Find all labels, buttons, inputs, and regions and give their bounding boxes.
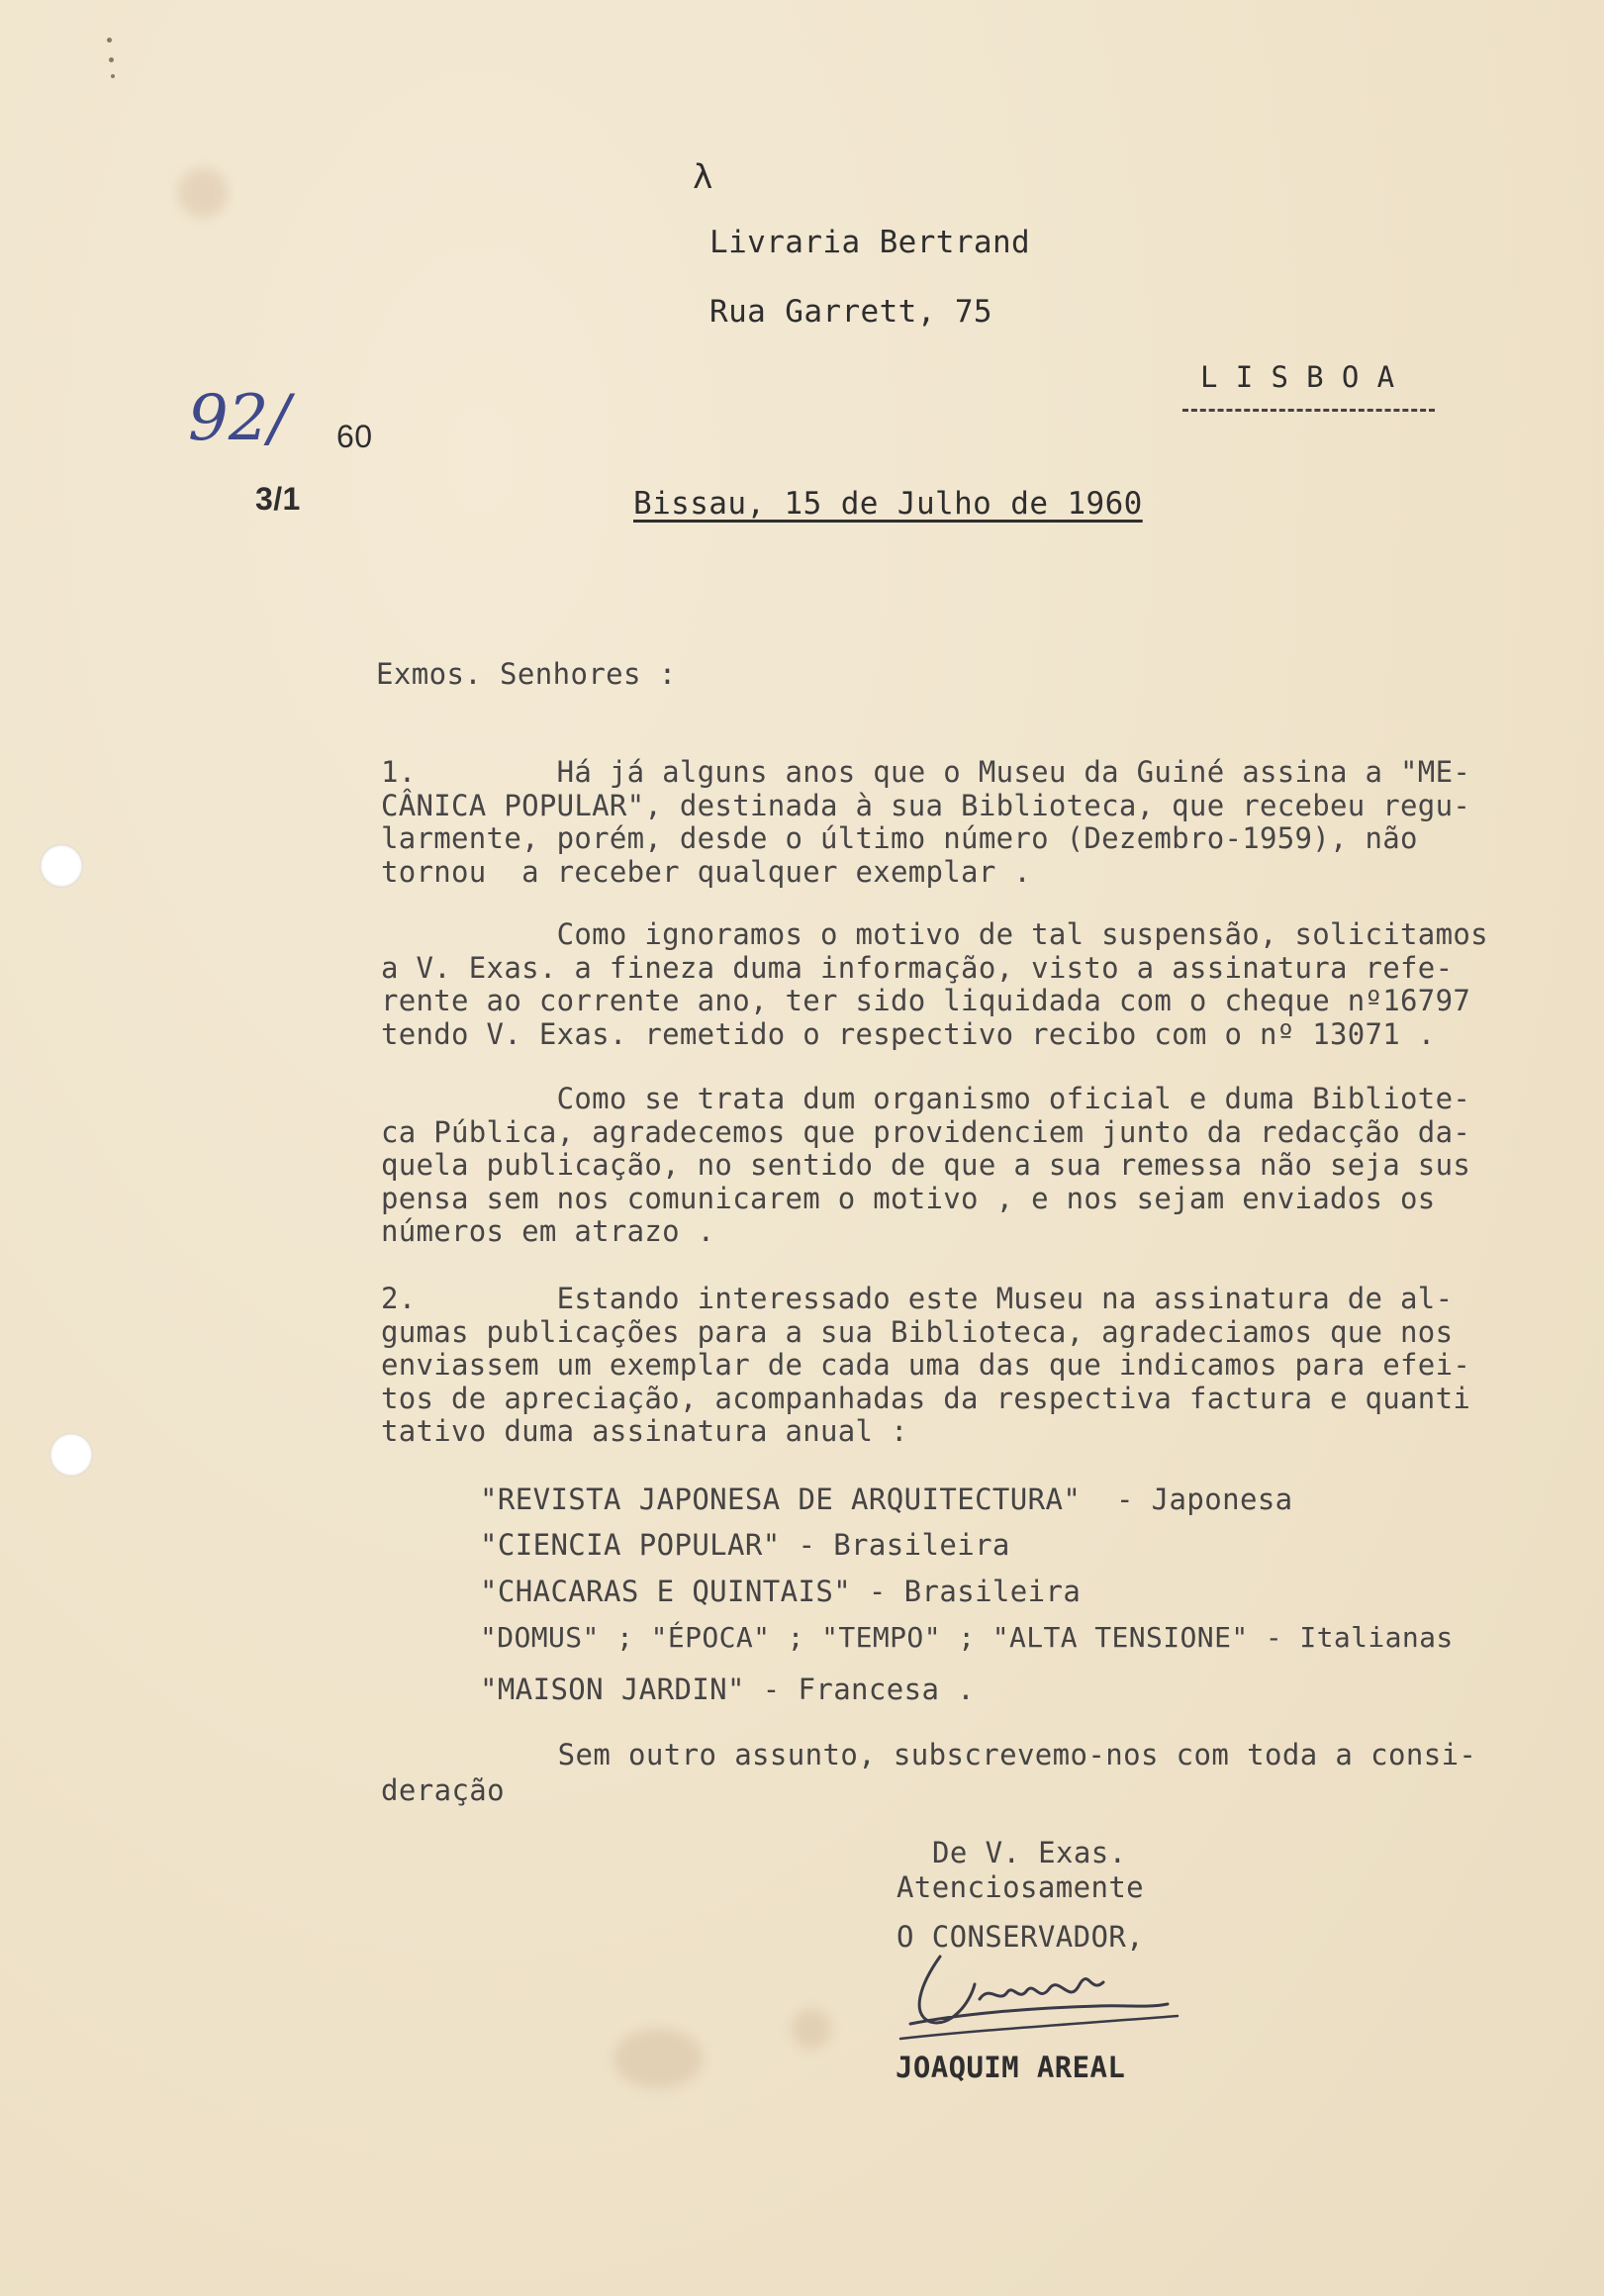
paragraph-line: tos de apreciação, acompanhadas da respectiva factura e quanti [381, 1381, 1471, 1415]
punch-hole-bottom [49, 1433, 93, 1477]
paragraph-line: quela publicação, no sentido de que a sua remessa não seja sus [381, 1148, 1471, 1182]
recipient-city: L I S B O A [1200, 360, 1395, 394]
signatory-name: JOAQUIM AREAL [896, 2051, 1126, 2084]
paragraph-line: tendo V. Exas. remetido o respectivo recibo com o nº 13071 . [381, 1016, 1436, 1051]
publication-item: "REVISTA JAPONESA DE ARQUITECTURA" - Japonesa [480, 1483, 1293, 1516]
paragraph-line: pensa sem nos comunicarem o motivo , e nos sejam enviados os [381, 1181, 1436, 1215]
paper-speck [109, 57, 114, 62]
closing-line: deração [381, 1773, 506, 1807]
paragraph-line: a V. Exas. a fineza duma informação, visto a assinatura refe- [381, 950, 1454, 985]
header-mark: λ [693, 157, 713, 197]
paper-stain [178, 168, 228, 218]
paragraph-1 [381, 756, 1598, 889]
paragraph-line: ca Pública, agradecemos que providenciem junto da redacção da- [381, 1114, 1471, 1149]
publication-item: "CIENCIA POPULAR" - Brasileira [480, 1528, 1010, 1562]
paragraph-line: CÂNICA POPULAR", destinada à sua Biblioteca, que recebeu regu- [381, 788, 1471, 822]
paragraph-line: rente ao corrente ano, ter sido liquidada com o cheque nº16797 [381, 984, 1471, 1017]
paper-speck [111, 74, 115, 78]
paragraph-4 [381, 1283, 1598, 1449]
reference-number: 60 [336, 419, 373, 454]
paragraph-line: 1. Há já alguns anos que o Museu da Guiné assina a "ME- [381, 755, 1471, 789]
reference-sub: 3/1 [255, 481, 301, 517]
paper-stain [792, 2009, 831, 2049]
salutation: Exmos. Senhores : [376, 657, 677, 691]
paragraph-3 [381, 1083, 1598, 1249]
paragraph-line: 2. Estando interessado este Museu na assinatura de al- [381, 1282, 1454, 1315]
paragraph-line: tativo duma assinatura anual : [381, 1414, 908, 1448]
paragraph-line: Como se trata dum organismo oficial e duma Bibliote- [381, 1082, 1471, 1115]
paragraph-line: enviassem um exemplar de cada uma das que indicamos para efei- [381, 1348, 1471, 1382]
date-line: Bissau, 15 de Julho de 1960 [633, 486, 1143, 522]
signature-regards: Atenciosamente [896, 1870, 1145, 1904]
city-underline [1182, 409, 1435, 412]
paragraph-line: tornou a receber qualquer exemplar . [381, 854, 1032, 889]
paragraph-line: Como ignoramos o motivo de tal suspensão, solicitamos [381, 917, 1488, 951]
publication-item: "MAISON JARDIN" - Francesa . [480, 1673, 976, 1706]
paragraph-2 [381, 918, 1598, 1051]
recipient-address: Rua Garrett, 75 [709, 294, 992, 330]
paragraph-line: gumas publicações para a sua Biblioteca, agradeciamos que nos [381, 1314, 1454, 1349]
paragraph-line: larmente, porém, desde o último número (Dezembro-1959), não [381, 821, 1418, 855]
handwritten-signature [881, 1945, 1197, 2054]
signature-title: O CONSERVADOR, [896, 1920, 1145, 1954]
paragraph-line: números em atrazo . [381, 1214, 715, 1248]
publication-item: "CHACARAS E QUINTAIS" - Brasileira [480, 1575, 1082, 1608]
paper-stain [613, 2029, 703, 2088]
punch-hole-top [40, 844, 83, 888]
closing-line: Sem outro assunto, subscrevemo-nos com toda a consi- [381, 1738, 1477, 1771]
signature-formula: De V. Exas. [932, 1836, 1127, 1869]
paper-speck [107, 38, 112, 43]
handwritten-reference: 92/ [188, 382, 290, 455]
publication-item: "DOMUS" ; "ÉPOCA" ; "TEMPO" ; "ALTA TENSIONE" - Italianas [480, 1621, 1454, 1654]
recipient-name: Livraria Bertrand [709, 225, 1031, 260]
